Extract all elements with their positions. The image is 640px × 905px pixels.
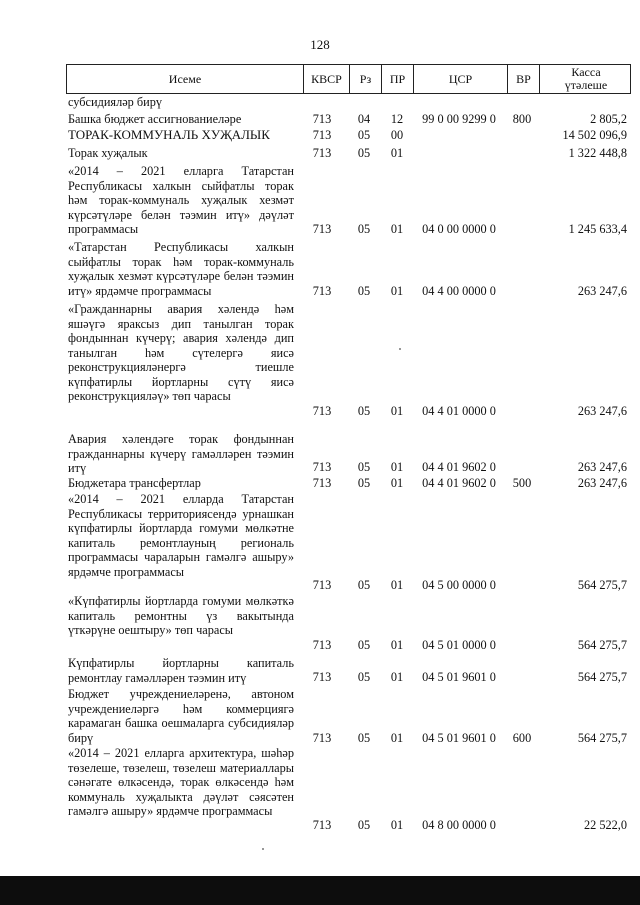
row-pr: 01	[390, 284, 404, 298]
row-kvsr: 713	[312, 670, 332, 684]
row-rz: 05	[357, 284, 371, 298]
row-kassa: 14 502 096,9	[562, 128, 627, 142]
row-pr: 01	[390, 222, 404, 236]
row-kvsr: 713	[312, 284, 332, 298]
header-kvsr: КВСР	[303, 65, 349, 93]
row-pr: 01	[390, 404, 404, 418]
row-kvsr: 713	[312, 476, 332, 490]
row-name: «2014 – 2021 елларга архитектура, шәһәр төзелеше, төзелеш, төзелеш материаллары сәнәгате өлкәсендә, торак өлкәсендә һәм коммуналь хуҗалыкта дәүләт сәясәтен гамәлгә ашыру» ярдәмче программасы	[68, 746, 294, 818]
row-rz: 05	[357, 731, 371, 745]
row-rz: 05	[357, 818, 371, 832]
row-kvsr: 713	[312, 578, 332, 592]
row-rz: 05	[357, 222, 371, 236]
row-rz: 05	[357, 404, 371, 418]
header-kassa: Касса үтәлеше	[539, 65, 632, 93]
row-pr: 12	[390, 112, 404, 126]
row-csr: 04 5 00 0000 0	[422, 578, 496, 592]
scan-speck	[262, 848, 264, 850]
row-kvsr: 713	[312, 222, 332, 236]
row-kassa: 564 275,7	[577, 638, 627, 652]
row-rz: 05	[357, 128, 371, 142]
row-csr: 04 0 00 0000 0	[422, 222, 496, 236]
row-csr: 04 8 00 0000 0	[422, 818, 496, 832]
row-rz: 05	[357, 476, 371, 490]
row-name: Күпфатирлы йортларны капиталь ремонтлау гамәлләрен тәэмин итү	[68, 656, 294, 685]
row-pr: 01	[390, 476, 404, 490]
row-kassa: 263 247,6	[577, 284, 627, 298]
row-vr: 500	[512, 476, 532, 490]
row-kassa: 564 275,7	[577, 578, 627, 592]
row-csr: 04 4 01 9602 0	[422, 460, 496, 474]
row-kassa: 1 245 633,4	[568, 222, 627, 236]
row-pr: 01	[390, 146, 404, 160]
row-rz: 04	[357, 112, 371, 126]
row-pr: 01	[390, 638, 404, 652]
row-kassa: 263 247,6	[577, 460, 627, 474]
row-kassa: 1 322 448,8	[568, 146, 627, 160]
row-csr: 04 5 01 0000 0	[422, 638, 496, 652]
row-csr: 04 5 01 9601 0	[422, 731, 496, 745]
row-name: «2014 – 2021 елларга Татарстан Республикасы халкын сыйфатлы торак һәм торак-коммуналь хуҗалык хезмәт күрсәтүләре белән тәэмин итү» дәүләт программасы	[68, 164, 294, 236]
row-kassa: 263 247,6	[577, 476, 627, 490]
row-pr: 01	[390, 670, 404, 684]
page-number: 128	[310, 37, 330, 52]
row-kvsr: 713	[312, 638, 332, 652]
row-kvsr: 713	[312, 404, 332, 418]
row-kassa: 2 805,2	[590, 112, 627, 126]
row-name: субсидияләр бирү	[68, 95, 163, 109]
row-pr: 01	[390, 460, 404, 474]
row-name: «2014 – 2021 елларда Татарстан Республикасы территориясендә урнашкан күпфатирлы йортларда гомуми мөлкәтне капиталь ремонтлауның региональ программасы чараларын гамәлгә ашыру» ярдәмче программасы	[68, 492, 294, 579]
row-name: «Күпфатирлы йортларда гомуми мөлкәткә капиталь ремонтны үз вакытында үткәрүне оештыру» төп чарасы	[68, 594, 294, 637]
row-name: Торак хуҗалык	[68, 146, 148, 160]
row-kvsr: 713	[312, 731, 332, 745]
row-name: Башка бюджет ассигнованиеләре	[68, 112, 242, 126]
row-csr: 99 0 00 9299 0	[422, 112, 496, 126]
row-csr: 04 5 01 9601 0	[422, 670, 496, 684]
header-pr: ПР	[381, 65, 413, 93]
budget-table	[66, 64, 631, 832]
row-name: Бюджетара трансфертлар	[68, 476, 201, 490]
table-header	[66, 64, 631, 94]
row-name: «Татарстан Республикасы халкын сыйфатлы торак һәм торак-коммуналь хуҗалык хезмәт күрсәтүләре белән тәэмин итү» ярдәмче программасы	[68, 240, 294, 298]
row-vr: 800	[512, 112, 532, 126]
row-kassa: 564 275,7	[577, 670, 627, 684]
row-vr: 600	[512, 731, 532, 745]
row-kvsr: 713	[312, 128, 332, 142]
row-rz: 05	[357, 670, 371, 684]
header-rz: Рз	[349, 65, 381, 93]
row-name: «Гражданнарны авария хәлендә һәм яшәүгә яраксыз дип танылган торак фондыннан күчерү; авария хәлендә дип танылган һәм сүтелергә яисә реконструкцияләнергә тиешле күпфатирлы йортларны сүтү яисә реконструкцияләү» төп чарасы	[68, 302, 294, 403]
row-pr: 01	[390, 731, 404, 745]
row-kassa: 22 522,0	[583, 818, 627, 832]
row-pr: 00	[390, 128, 404, 142]
row-rz: 05	[357, 460, 371, 474]
scan-edge	[0, 876, 640, 905]
header-name: Исеме	[168, 71, 202, 86]
row-csr: 04 4 01 9602 0	[422, 476, 496, 490]
row-csr: 04 4 00 0000 0	[422, 284, 496, 298]
row-csr: 04 4 01 0000 0	[422, 404, 496, 418]
row-kvsr: 713	[312, 146, 332, 160]
row-kvsr: 713	[312, 460, 332, 474]
row-pr: 01	[390, 818, 404, 832]
header-vr: ВР	[507, 65, 539, 93]
row-kassa: 263 247,6	[577, 404, 627, 418]
row-rz: 05	[357, 578, 371, 592]
row-rz: 05	[357, 638, 371, 652]
row-name: Авария хәлендәге торак фондыннан гражданнарны күчерү гамәлләрен тәэмин итү	[68, 432, 294, 475]
header-csr: ЦСР	[413, 65, 507, 93]
row-name: ТОРАК-КОММУНАЛЬ ХУҖАЛЫК	[68, 127, 270, 142]
row-pr: 01	[390, 578, 404, 592]
row-kvsr: 713	[312, 818, 332, 832]
row-name: Бюджет учреждениеләренә, автоном учреждениеләргә һәм коммерциягә карамаган башка оешмаларга субсидияләр бирү	[68, 687, 294, 745]
scan-speck	[399, 348, 401, 350]
row-rz: 05	[357, 146, 371, 160]
row-kvsr: 713	[312, 112, 332, 126]
row-kassa: 564 275,7	[577, 731, 627, 745]
